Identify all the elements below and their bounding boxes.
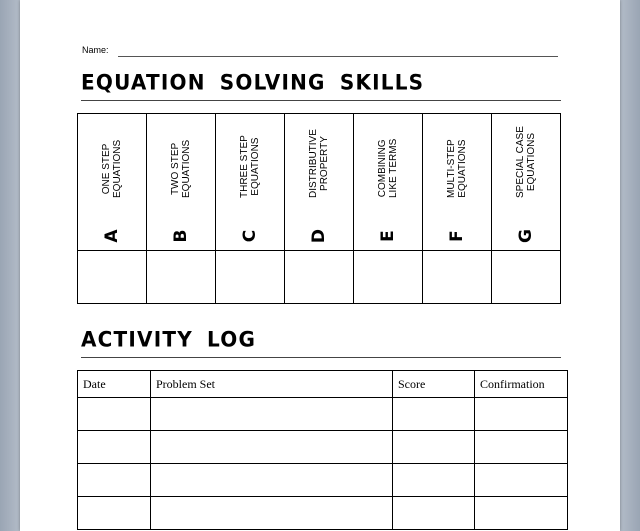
skill-letter: E [378, 230, 398, 242]
skill-check-cell[interactable] [78, 251, 147, 304]
log-cell[interactable] [393, 398, 475, 431]
log-cell[interactable] [393, 431, 475, 464]
skill-check-cell[interactable] [285, 251, 354, 304]
log-cell[interactable] [475, 464, 568, 497]
column-header-date: Date [78, 371, 151, 398]
activity-log-title: ACTIVITY LOG [81, 326, 257, 352]
table-row [78, 497, 568, 530]
skill-label: SPECIAL CASE EQUATIONS [515, 126, 537, 198]
log-cell[interactable] [78, 497, 151, 530]
skill-header-a [78, 114, 147, 251]
skill-label: THREE STEP EQUATIONS [239, 135, 261, 198]
skill-label: COMBINING LIKE TERMS [377, 138, 399, 198]
column-header-confirmation: Confirmation [475, 371, 568, 398]
column-header-problem-set: Problem Set [151, 371, 393, 398]
skill-letter: A [102, 229, 122, 243]
right-margin [620, 0, 640, 531]
skill-label: DISTRIBUTIVE PROPERTY [308, 129, 330, 198]
skill-check-cell[interactable] [216, 251, 285, 304]
skill-check-cell[interactable] [423, 251, 492, 304]
skill-label: TWO STEP EQUATIONS [170, 139, 192, 198]
activity-log-rule [81, 357, 561, 358]
skill-letter: D [309, 228, 329, 244]
log-cell[interactable] [475, 497, 568, 530]
skills-table [77, 113, 561, 304]
log-cell[interactable] [151, 464, 393, 497]
title-rule [81, 100, 561, 101]
log-cell[interactable] [475, 398, 568, 431]
column-header-score: Score [393, 371, 475, 398]
page-title: EQUATION SOLVING SKILLS [81, 69, 425, 95]
skill-letter: F [447, 230, 467, 242]
log-cell[interactable] [151, 398, 393, 431]
log-cell[interactable] [151, 497, 393, 530]
skill-check-cell[interactable] [147, 251, 216, 304]
skill-letter: B [171, 229, 191, 243]
log-cell[interactable] [475, 431, 568, 464]
table-row [78, 464, 568, 497]
activity-log-table [77, 370, 568, 530]
document-page [20, 0, 620, 531]
log-cell[interactable] [393, 497, 475, 530]
log-cell[interactable] [78, 431, 151, 464]
table-row [78, 398, 568, 431]
skill-letter: G [516, 229, 536, 243]
skill-header-b [147, 114, 216, 251]
skill-header-g [492, 114, 561, 251]
skill-label: MULTI-STEP EQUATIONS [446, 139, 468, 198]
skill-header-f [423, 114, 492, 251]
skill-header-d [285, 114, 354, 251]
skill-label: ONE STEP EQUATIONS [101, 139, 123, 198]
left-margin [0, 0, 20, 531]
log-cell[interactable] [151, 431, 393, 464]
skill-header-c [216, 114, 285, 251]
skill-check-cell[interactable] [354, 251, 423, 304]
skill-check-cell[interactable] [492, 251, 561, 304]
log-cell[interactable] [78, 398, 151, 431]
name-label: Name: [82, 45, 109, 55]
log-cell[interactable] [78, 464, 151, 497]
name-field[interactable] [118, 56, 558, 57]
log-cell[interactable] [393, 464, 475, 497]
skill-header-e [354, 114, 423, 251]
table-row [78, 431, 568, 464]
skill-letter: C [240, 229, 260, 243]
